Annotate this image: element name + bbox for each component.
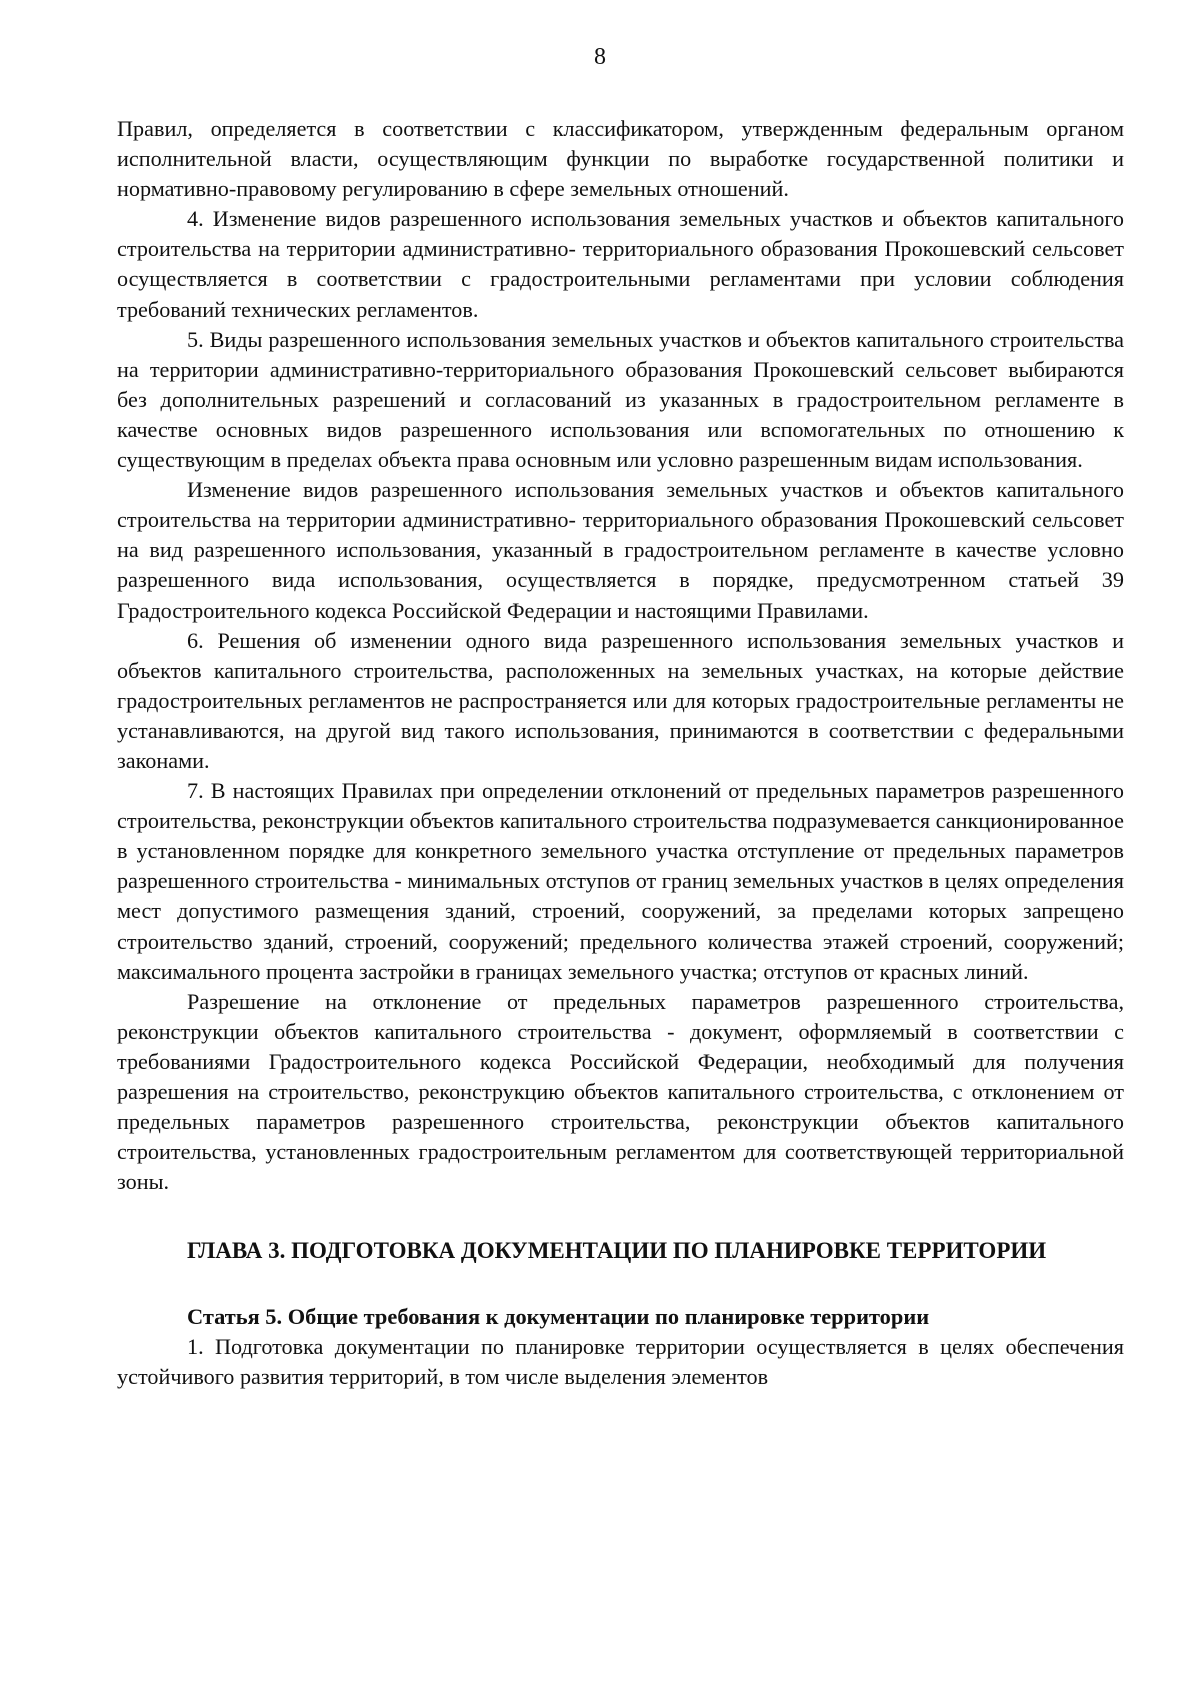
chapter-heading: ГЛАВА 3. ПОДГОТОВКА ДОКУМЕНТАЦИИ ПО ПЛАНИРОВКЕ ТЕРРИТОРИИ [187, 1238, 1047, 1264]
paragraph: Разрешение на отклонение от предельных параметров разрешенного строительства, реконструкции объектов капитального строительства - документ, оформляемый в соответствии с требованиями Градостроительного кодекса Российской Федерации, необходимый для получения разрешения на строительство, реконструкцию объектов капитального строительства, с отклонением от предельных параметров разрешенного строительства, реконструкции объектов капитального строительства, установленных градостроительным регламентом для соответствующей территориальной зоны. [117, 988, 1124, 1195]
paragraph: 5. Виды разрешенного использования земельных участков и объектов капитального строительства на территории административно-территориального образования Прокошевский сельсовет выбираются без дополнительных разрешений и согласований из указанных в градостроительном регламенте в качестве основных видов разрешенного использования или вспомогательных по отношению к существующим в пределах объекта права основным или условно разрешенным видам использования. [117, 326, 1124, 473]
paragraph: 7. В настоящих Правилах при определении отклонений от предельных параметров разрешенного строительства, реконструкции объектов капитального строительства подразумевается санкционированное в установленном порядке для конкретного земельного участка отступление от предельных параметров разрешенного строительства - минимальных отступов от границ земельных участков в целях определения мест допустимого размещения зданий, строений, сооружений, за пределами которых запрещено строительство зданий, строений, сооружений; предельного количества этажей строений, сооружений; максимального процента застройки в границах земельного участка; отступов от красных линий. [117, 778, 1124, 984]
paragraph: 6. Решения об изменении одного вида разрешенного использования земельных участков и объектов капитального строительства, расположенных на земельных участках, на которые действие градостроительных регламентов не распространяется или для которых градостроительные регламенты не устанавливаются, на другой вид такого использования, принимаются в соответствии с федеральными законами. [117, 627, 1124, 773]
paragraph: 4. Изменение видов разрешенного использования земельных участков и объектов капитального строительства на территории административно- территориального образования Прокошевский сельсовет осуществляется в соответствии с градостроительными регламентами при условии соблюдения требований технических регламентов. [117, 206, 1124, 322]
paragraph: Изменение видов разрешенного использования земельных участков и объектов капитального строительства на территории административно- территориального образования Прокошевский сельсовет на вид разрешенного использования, указанный в градостроительном регламенте в качестве условно разрешенного вида использования, осуществляется в порядке, предусмотренном статьей 39 Градостроительного кодекса Российской Федерации и настоящими Правилами. [117, 477, 1124, 623]
article-heading: Статья 5. Общие требования к документации по планировке территории [187, 1304, 930, 1330]
paragraph: 1. Подготовка документации по планировке территории осуществляется в целях обеспечения устойчивого развития территорий, в том числе выделения элементов [117, 1334, 1124, 1390]
page-number: 8 [594, 44, 606, 70]
document-body [117, 114, 1124, 1393]
paragraph: Правил, определяется в соответствии с классификатором, утвержденным федеральным органом исполнительной власти, осуществляющим функции по выработке государственной политики и нормативно-правовому регулированию в сфере земельных отношений. [117, 116, 1124, 202]
